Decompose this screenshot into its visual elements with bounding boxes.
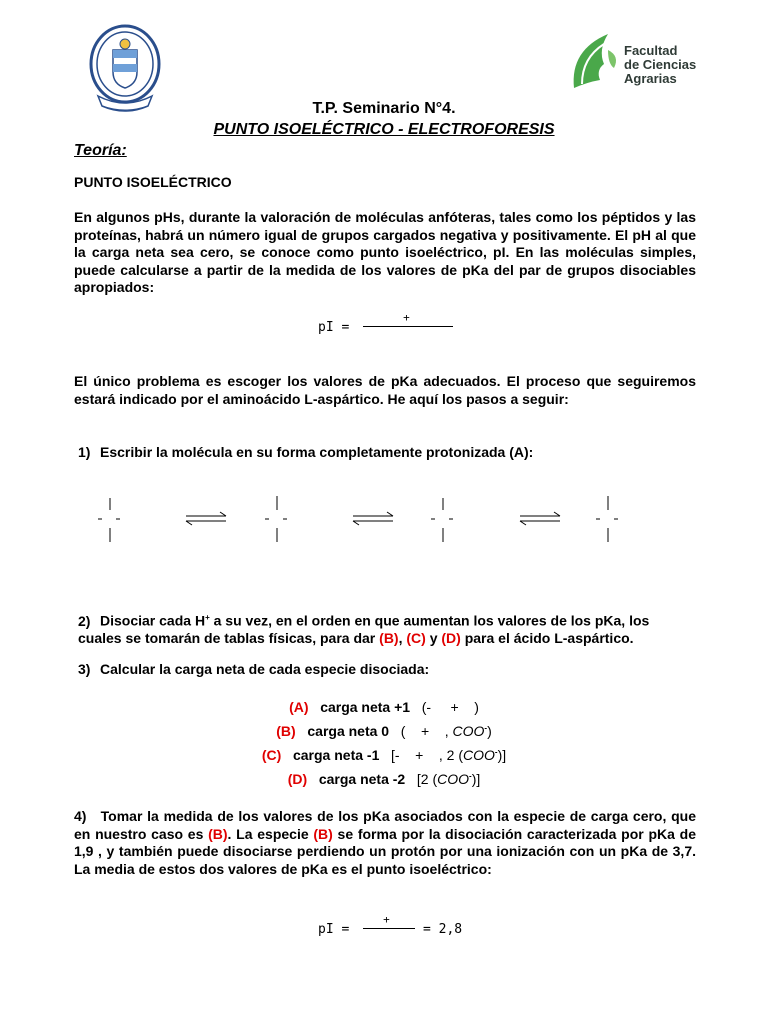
faculty-line-3: Agrarias — [624, 71, 677, 86]
species-c-charge: carga neta -1 — [292, 747, 380, 763]
species-b-detail: ( + , — [400, 723, 453, 739]
minus-sup: - — [494, 747, 498, 757]
species-b-ref: (B) — [379, 629, 399, 646]
plus-sign: + — [383, 913, 390, 926]
step-text-a: Tomar la medida de los valores de los pKa asociados con la especie de carga cero, que en nuestro caso es — [74, 808, 696, 842]
leaf-face-icon — [568, 30, 628, 94]
step-text: Escribir la molécula en su forma completamente protonizada (A): — [100, 444, 534, 460]
species-b-line — [0, 723, 768, 739]
faculty-line-2: de Ciencias — [624, 57, 697, 72]
step-number: 4) — [74, 808, 87, 824]
species-a-line — [0, 699, 768, 715]
formula-pi-result — [318, 913, 463, 937]
species-c-line — [0, 747, 768, 763]
faculty-name — [624, 44, 696, 86]
species-d-ref: (D) — [441, 629, 461, 646]
minus-sup: - — [484, 723, 488, 733]
species-b-ref: (B) — [313, 825, 333, 842]
carboxylate: COO — [463, 747, 495, 763]
plus-sign: + — [403, 311, 410, 324]
close-paren: ) — [487, 723, 492, 739]
equilibrium-arrow-1 — [186, 512, 226, 525]
step-3 — [78, 661, 696, 678]
equilibrium-arrow-2 — [353, 512, 393, 525]
species-c-label: (C) — [261, 747, 282, 763]
minus-sup: - — [469, 771, 472, 781]
molecule-c — [431, 498, 453, 542]
carboxylate: COO — [437, 771, 470, 787]
comma: , — [398, 629, 407, 646]
close-bracket: )] — [471, 771, 481, 787]
equilibrium-arrow-3 — [520, 512, 560, 525]
page-title: T.P. Seminario N°4. — [312, 100, 456, 117]
molecule-d — [596, 496, 618, 542]
process-paragraph: El único problema es escoger los valores de pKa adecuados. El proceso que seguiremos estará indicado por el aminoácido L-aspártico. He aquí los pasos a seguir: — [74, 373, 696, 407]
step-number: 1) — [78, 444, 91, 460]
section-heading: PUNTO ISOELÉCTRICO — [74, 174, 232, 190]
formula-lhs: pI = — [318, 320, 350, 335]
species-b-ref: (B) — [208, 825, 228, 842]
formula-lhs: pI = — [318, 922, 350, 937]
step-text-a: Disociar cada H — [100, 612, 206, 629]
step-2 — [78, 609, 696, 647]
molecule-b — [265, 496, 287, 542]
fraction-line — [363, 311, 453, 329]
intro-paragraph: En algunos pHs, durante la valoración de moléculas anfóteras, tales como los péptidos y las proteínas, habrá un número igual de grupos cargados negativa y positivamente. El pH al que la carga neta sea cero, se conoce como punto isoeléctrico, pI. En las moléculas simples, puede calcularse a partir de la medida de los valores de pKa del par de grupos disociables apropiados: — [74, 209, 696, 295]
species-c-ref: (C) — [406, 629, 426, 646]
close-bracket: )] — [497, 747, 507, 763]
formula-pi — [318, 311, 453, 335]
species-d-detail: [2 ( — [416, 771, 438, 787]
step-text-b: a su vez, en el orden en que aumentan los valores de los pKa, los cuales se tomarán de tablas físicas, para dar — [78, 612, 650, 646]
formula-rhs: = 2,8 — [422, 922, 463, 937]
step-1 — [78, 444, 696, 461]
step-text-c: para el ácido L-aspártico. — [460, 629, 634, 646]
page-subtitle: PUNTO ISOELÉCTRICO - ELECTROFORESIS — [213, 121, 555, 138]
conjunction: y — [425, 629, 442, 646]
species-a-charge: carga neta +1 — [320, 699, 411, 715]
species-d-label: (D) — [287, 771, 308, 787]
species-d-line — [0, 771, 768, 787]
species-a-detail: (- + ) — [421, 699, 479, 715]
step-text: Calcular la carga neta de cada especie disociada: — [100, 661, 430, 677]
molecule-a — [98, 498, 120, 542]
section-label: Teoría: — [74, 142, 127, 159]
step-text-c: se forma por la disociación caracterizada por pKa de 1,9 , y también puede disociarse perdiendo un protón por una ionización con un pKa de 3,7. La media de estos dos valores de pKa es el punto isoeléctrico: — [74, 825, 696, 877]
step-number: 3) — [78, 661, 91, 677]
step-4 — [74, 808, 696, 878]
species-d-charge: carga neta -2 — [318, 771, 406, 787]
step-number: 2) — [78, 612, 91, 629]
step-text-b: . La especie — [227, 825, 314, 842]
faculty-logo — [568, 30, 708, 94]
carboxylate: COO — [452, 723, 485, 739]
h-plus-sup: + — [205, 613, 210, 622]
equilibrium-diagram — [80, 490, 640, 550]
fraction-line — [363, 913, 415, 931]
species-b-charge: carga neta 0 — [307, 723, 390, 739]
species-a-label: (A) — [289, 699, 309, 715]
species-c-detail: [- + , 2 ( — [391, 747, 463, 763]
faculty-line-1: Facultad — [624, 43, 678, 58]
species-b-label: (B) — [276, 723, 296, 739]
